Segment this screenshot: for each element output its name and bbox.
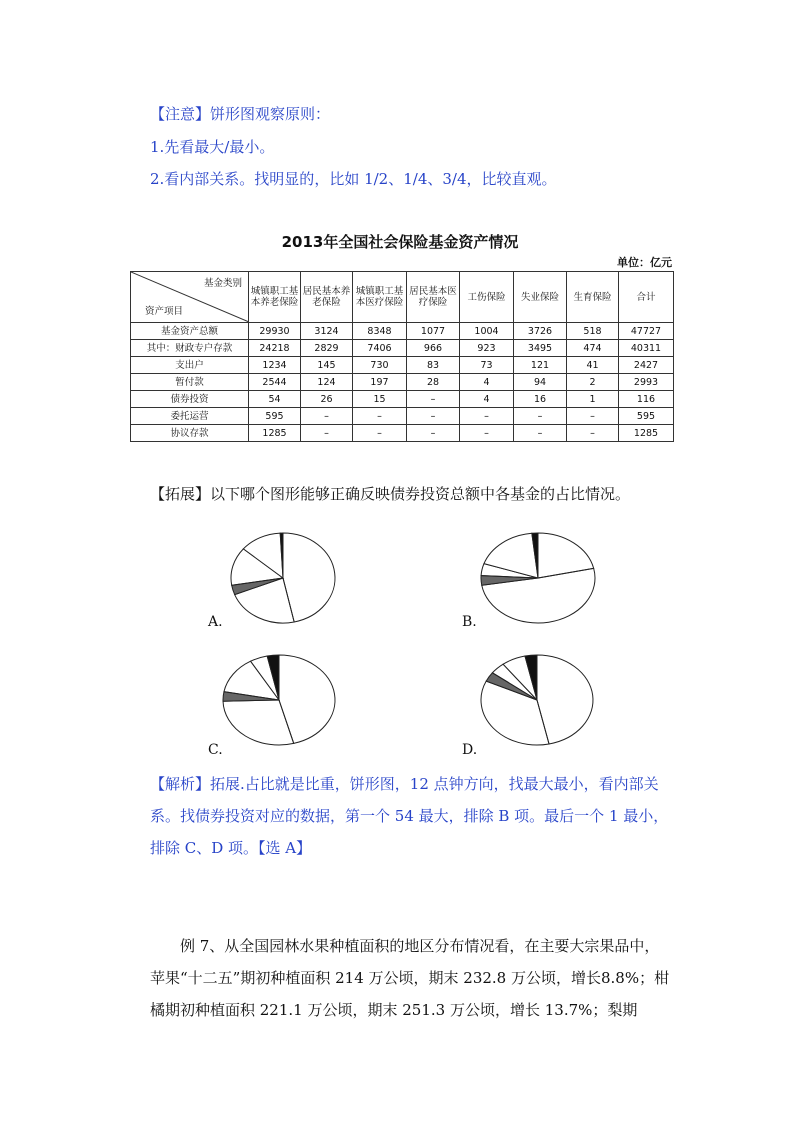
option-label-d: D. xyxy=(462,742,478,758)
row-label: 债券投资 xyxy=(131,391,249,408)
data-table xyxy=(130,271,674,442)
row-label: 委托运营 xyxy=(131,408,249,425)
table-cell: 4 xyxy=(460,391,514,408)
slice-white xyxy=(279,655,335,743)
table-cell: – xyxy=(567,425,619,442)
extend-question: 【拓展】以下哪个图形能够正确反映债券投资总额中各基金的占比情况。 xyxy=(150,485,631,503)
table-cell: 730 xyxy=(353,357,407,374)
table-cell: 1077 xyxy=(407,323,460,340)
table-unit: 单位：亿元 xyxy=(617,256,672,269)
table-cell: 2544 xyxy=(249,374,301,391)
table-cell: – xyxy=(567,408,619,425)
table-cell: – xyxy=(460,408,514,425)
column-header: 失业保险 xyxy=(514,272,567,323)
table-cell: – xyxy=(301,425,353,442)
table-row xyxy=(131,374,674,391)
table-cell: – xyxy=(353,425,407,442)
column-header: 合计 xyxy=(619,272,674,323)
table-cell: 8348 xyxy=(353,323,407,340)
table-row xyxy=(131,391,674,408)
corner-label-item: 资产项目 xyxy=(145,306,184,317)
pie-option-c xyxy=(220,652,338,748)
option-label-b: B. xyxy=(462,614,477,630)
slice-white xyxy=(538,533,594,578)
table-cell: 26 xyxy=(301,391,353,408)
table-cell: 24218 xyxy=(249,340,301,357)
table-cell: 29930 xyxy=(249,323,301,340)
table-cell: 145 xyxy=(301,357,353,374)
table-cell: – xyxy=(514,425,567,442)
slice-gray xyxy=(232,578,283,595)
note-title: 【注意】饼形图观察原则： xyxy=(150,105,331,123)
table-row xyxy=(131,340,674,357)
table-cell: 518 xyxy=(567,323,619,340)
table-cell: 2 xyxy=(567,374,619,391)
table-cell: 1234 xyxy=(249,357,301,374)
table-cell: 116 xyxy=(619,391,674,408)
table-header-row xyxy=(131,272,674,323)
note-rule-1: 1.先看最大/最小。 xyxy=(150,138,275,156)
table-cell: 94 xyxy=(514,374,567,391)
table-cell: 2829 xyxy=(301,340,353,357)
table-corner-cell xyxy=(131,272,249,323)
table-cell: 15 xyxy=(353,391,407,408)
option-label-c: C. xyxy=(208,742,223,758)
table-row xyxy=(131,408,674,425)
table-cell: 966 xyxy=(407,340,460,357)
row-label: 协议存款 xyxy=(131,425,249,442)
table-cell: 16 xyxy=(514,391,567,408)
table-cell: 3495 xyxy=(514,340,567,357)
table-cell: 40311 xyxy=(619,340,674,357)
table-cell: – xyxy=(407,425,460,442)
row-label: 基金资产总额 xyxy=(131,323,249,340)
row-label: 暂付款 xyxy=(131,374,249,391)
table-cell: 3124 xyxy=(301,323,353,340)
table-cell: 2993 xyxy=(619,374,674,391)
column-header: 城镇职工基本养老保险 xyxy=(249,272,301,323)
table-cell: – xyxy=(301,408,353,425)
table-cell: 73 xyxy=(460,357,514,374)
option-label-a: A. xyxy=(208,614,223,630)
pie-option-b xyxy=(478,530,598,626)
table-cell: 124 xyxy=(301,374,353,391)
column-header: 城镇职工基本医疗保险 xyxy=(353,272,407,323)
column-header: 居民基本医疗保险 xyxy=(407,272,460,323)
table-cell: 923 xyxy=(460,340,514,357)
table-title: 2013年全国社会保险基金资产情况 xyxy=(281,233,519,251)
slice-white-small xyxy=(243,533,283,578)
table-cell: – xyxy=(514,408,567,425)
table-cell: 28 xyxy=(407,374,460,391)
row-label: 支出户 xyxy=(131,357,249,374)
table-cell: 47727 xyxy=(619,323,674,340)
table-cell: 4 xyxy=(460,374,514,391)
row-label: 其中：财政专户存款 xyxy=(131,340,249,357)
column-header: 生育保险 xyxy=(567,272,619,323)
table-cell: 1004 xyxy=(460,323,514,340)
example-paragraph: 例 7、从全国园林水果种植面积的地区分布情况看，在主要大宗果品中，苹果“十二五”期初种植面积 214 万公顷，期末 232.8 万公顷，增长8.8%；柑橘期初种植面积 221.1 万公顷，期末 251.3 万公顷，增长 13.7%；梨期 xyxy=(150,937,670,1019)
analysis-paragraph: 【解析】拓展.占比就是比重，饼形图，12 点钟方向，找最大最小，看内部关系。找债券投资对应的数据，第一个 54 最大，排除 B 项。最后一个 1 最小，排除 C、D 项。【选 A】 xyxy=(150,775,669,857)
table-cell: 1 xyxy=(567,391,619,408)
table-cell: – xyxy=(353,408,407,425)
pie-option-d xyxy=(478,652,596,748)
table-cell: 1285 xyxy=(249,425,301,442)
table-cell: 474 xyxy=(567,340,619,357)
corner-label-category: 基金类别 xyxy=(203,278,242,289)
table-cell: 7406 xyxy=(353,340,407,357)
table-row xyxy=(131,323,674,340)
table-cell: 3726 xyxy=(514,323,567,340)
table-row xyxy=(131,425,674,442)
table-cell: 595 xyxy=(249,408,301,425)
table-cell: – xyxy=(407,391,460,408)
table-cell: 197 xyxy=(353,374,407,391)
table-cell: – xyxy=(460,425,514,442)
column-header: 居民基本养老保险 xyxy=(301,272,353,323)
table-cell: 595 xyxy=(619,408,674,425)
table-cell: 2427 xyxy=(619,357,674,374)
note-rule-2: 2.看内部关系。找明显的，比如 1/2、1/4、3/4，比较直观。 xyxy=(150,170,557,188)
pie-option-a xyxy=(228,530,338,626)
table-row xyxy=(131,357,674,374)
table-cell: 41 xyxy=(567,357,619,374)
table-cell: 54 xyxy=(249,391,301,408)
column-header: 工伤保险 xyxy=(460,272,514,323)
slice-white-small xyxy=(484,533,538,578)
table-cell: – xyxy=(407,408,460,425)
table-cell: 121 xyxy=(514,357,567,374)
table-cell: 1285 xyxy=(619,425,674,442)
table-cell: 83 xyxy=(407,357,460,374)
